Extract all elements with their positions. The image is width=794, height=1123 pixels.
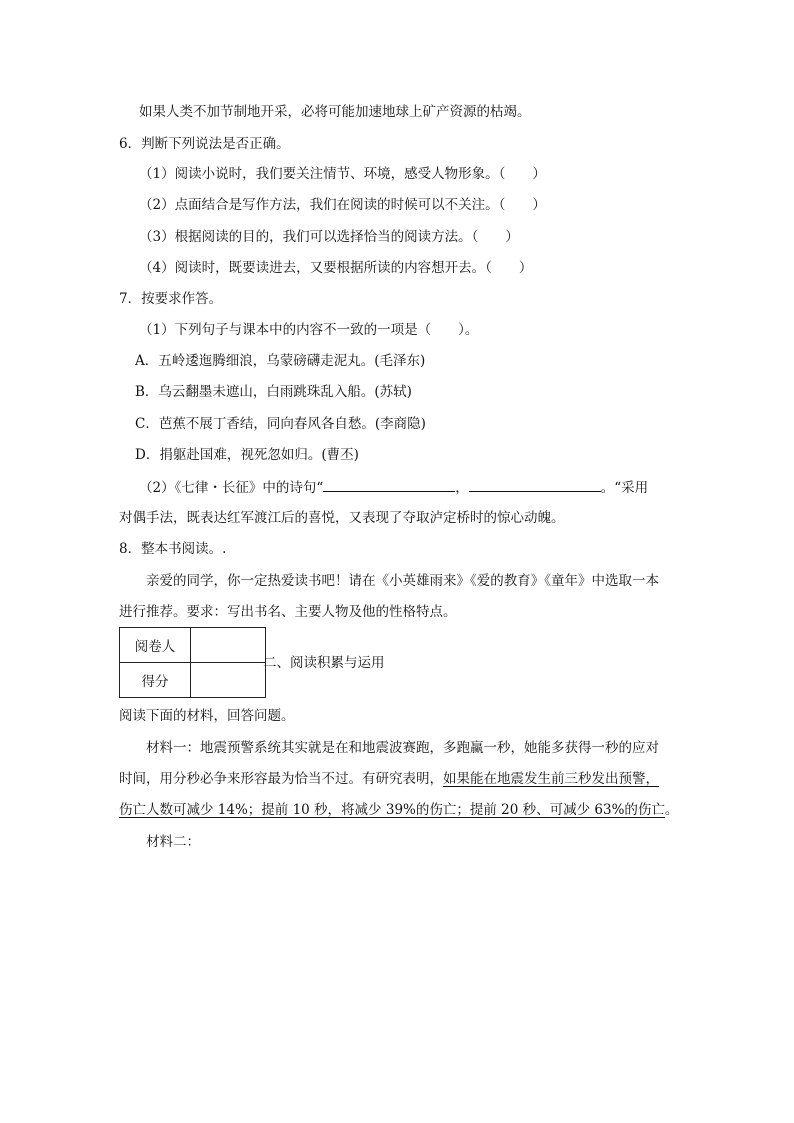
score-table-row — [120, 628, 266, 663]
q7-title: 7．按要求作答。 — [119, 291, 223, 307]
material2-label: 材料二： — [146, 834, 200, 850]
q7-sub2-prefix: （2）《七律・长征》中的诗句“ — [139, 480, 324, 496]
q8-para-line1: 亲爱的同学，你一定热爱读书吧！请在《小英雄雨来》《爱的教育》《童年》中选取一本 — [146, 573, 659, 589]
material1-line2 — [119, 769, 659, 789]
q7-sub1: （1）下列句子与课本中的内容不一致的一项是（ ）。 — [139, 322, 479, 338]
q8-title: 8．整本书阅读。. — [119, 541, 227, 557]
q7-option-b: B．乌云翻墨未遮山，白雨跳珠乱入船。(苏轼) — [135, 384, 412, 400]
q6-item-2: （2）点面结合是写作方法，我们在阅读的时候可以不关注。（ ） — [139, 197, 546, 213]
q7-option-a: A．五岭逶迤腾细浪，乌蒙磅礴走泥丸。(毛泽东) — [135, 353, 426, 369]
intro-line: 如果人类不加节制地开采，必将可能加速地球上矿产资源的枯竭。 — [139, 104, 531, 120]
q6-item-4: （4）阅读时，既要读进去，又要根据所读的内容想开去。（ ） — [139, 260, 533, 276]
q6-item-3: （3）根据阅读的目的，我们可以选择恰当的阅读方法。（ ） — [139, 229, 519, 245]
material1-line3-underlined: 伤亡人数可减少 14%；提前 10 秒，将减少 39%的伤亡；提前 20 秒、可减少 63%的伤亡 — [119, 802, 665, 818]
material1-line2-underlined: 如果能在地震发生前三秒发出预警， — [443, 771, 659, 787]
q7-option-d: D．捐躯赴国难，视死忽如归。(曹丕) — [135, 447, 359, 463]
q7-blank-2[interactable] — [469, 477, 601, 492]
score-value[interactable] — [191, 663, 266, 698]
reviewer-label: 阅卷人 — [120, 628, 191, 663]
score-table-row — [120, 663, 266, 698]
q7-option-c: C．芭蕉不展丁香结，同向春风各自愁。(李商隐) — [135, 416, 426, 432]
material1-line2-plain: 时间，用分秒必争来形容最为恰当不过。有研究表明， — [119, 771, 443, 787]
q6-item-1: （1）阅读小说时，我们要关注情节、环境，感受人物形象。（ ） — [139, 166, 546, 182]
q8-para-line2: 进行推荐。要求：写出书名、主要人物及他的性格特点。 — [119, 604, 457, 620]
reviewer-value[interactable] — [191, 628, 266, 663]
material1-line1: 材料一：地震预警系统其实就是在和地震波赛跑，多跑赢一秒，她能多获得一秒的应对 — [146, 740, 659, 756]
q7-blank-1[interactable] — [323, 477, 455, 492]
material1-line3-end: 。 — [664, 802, 679, 818]
q7-sub2-suffix: 。“采用 — [600, 480, 649, 496]
score-label: 得分 — [120, 663, 191, 698]
reading-intro: 阅读下面的材料，回答问题。 — [119, 708, 295, 724]
q7-sub2-line2: 对偶手法，既表达红军渡江后的喜悦，又表现了夺取泸定桥时的惊心动魄。 — [119, 510, 565, 526]
q7-sub2-line1 — [139, 477, 648, 498]
score-table — [119, 627, 266, 698]
q6-title: 6．判断下列说法是否正确。 — [119, 136, 290, 152]
q7-sub2-comma: ， — [455, 480, 469, 496]
section-title: 二、阅读积累与运用 — [263, 655, 385, 671]
material1-line3 — [119, 800, 678, 820]
